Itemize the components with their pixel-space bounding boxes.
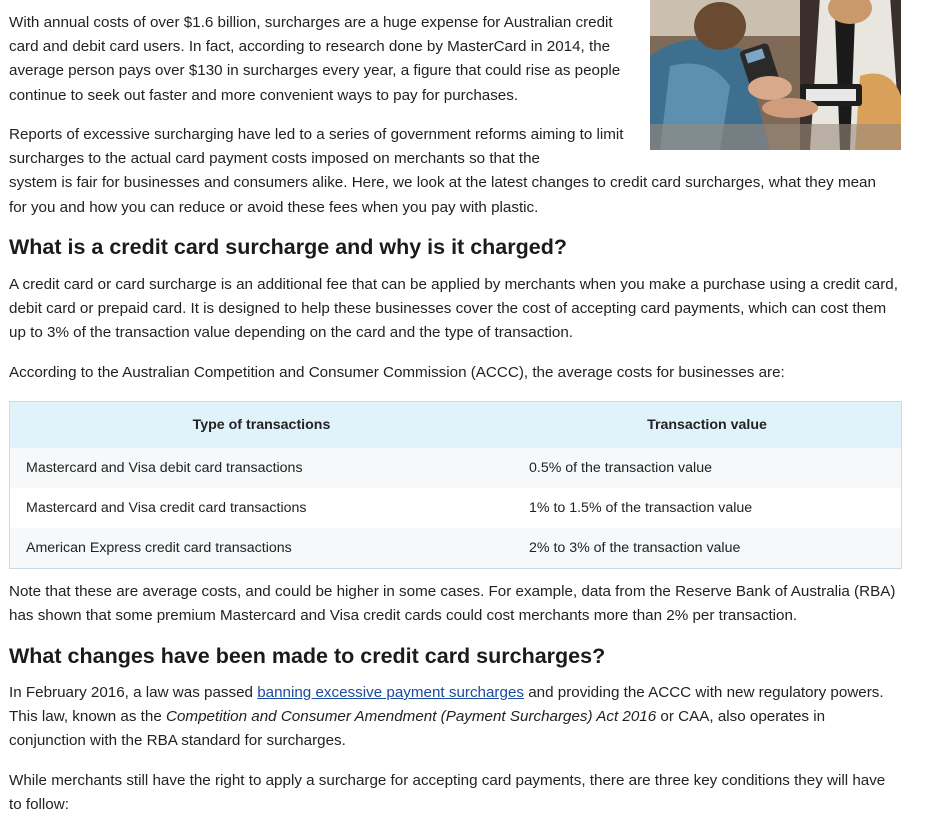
table-cell-type: Mastercard and Visa debit card transactions bbox=[10, 448, 514, 488]
intro-paragraph-2-start: Reports of excessive surcharging have led to a series of government reforms aiming to limit surcharges to the actual card payment costs imposed on merchants so that the bbox=[9, 126, 624, 168]
table-cell-value: 0.5% of the transaction value bbox=[513, 448, 902, 488]
table-cell-type: American Express credit card transactions bbox=[10, 528, 514, 569]
section-heading-surcharge: What is a credit card surcharge and why is it charged? bbox=[9, 235, 567, 259]
table-header-value: Transaction value bbox=[513, 402, 902, 449]
table-cell-value: 1% to 1.5% of the transaction value bbox=[513, 488, 902, 528]
intro-paragraph-2 bbox=[9, 123, 889, 220]
law-changes-paragraph bbox=[9, 681, 899, 754]
act-title: Competition and Consumer Amendment (Payment Surcharges) Act 2016 bbox=[166, 708, 657, 726]
law-text-mid: and providing the ACCC with new regulatory powers. This law, known as the bbox=[9, 684, 884, 726]
surcharge-definition-paragraph: A credit card or card surcharge is an additional fee that can be applied by merchants when you make a purchase using a credit card, debit card or prepaid card. It is designed to help these businesses cover the cost of accepting card payments, which can cost them up to 3% of the transaction value depending on the card and the type of transaction. bbox=[9, 276, 898, 342]
intro-paragraph-2-end: system is fair for businesses and consumers alike. Here, we look at the latest changes to credit card surcharges, what they mean for you and how you can reduce or avoid these fees when you pay with plastic. bbox=[9, 174, 876, 216]
law-text-before: In February 2016, a law was passed bbox=[9, 684, 258, 701]
accc-costs-paragraph: According to the Australian Competition and Consumer Commission (ACCC), the average costs for businesses are: bbox=[9, 364, 785, 381]
intro-paragraph-1: With annual costs of over $1.6 billion, surcharges are a huge expense for Australian credit card and debit card users. In fact, according to research done by MasterCard in 2014, the average person pays over $130 in surcharges every year, a figure that could rise as people continue to seek out faster and more convenient ways to pay for purchases. bbox=[9, 14, 621, 104]
transaction-costs-table bbox=[9, 401, 902, 569]
table-cell-value: 2% to 3% of the transaction value bbox=[513, 528, 902, 569]
table-header-type: Type of transactions bbox=[10, 402, 514, 449]
table-cell-type: Mastercard and Visa credit card transactions bbox=[10, 488, 514, 528]
table-row bbox=[10, 528, 902, 569]
banning-surcharges-link[interactable]: banning excessive payment surcharges bbox=[257, 684, 524, 701]
table-row bbox=[10, 448, 902, 488]
average-costs-note: Note that these are average costs, and could be higher in some cases. For example, data from the Reserve Bank of Australia (RBA) has shown that some premium Mastercard and Visa credit cards could cost merchants more than 2% per transaction. bbox=[9, 583, 896, 625]
table-header-row bbox=[10, 402, 902, 449]
law-text-after: or CAA, also operates in conjunction with the RBA standard for surcharges. bbox=[9, 708, 826, 750]
table-row bbox=[10, 488, 902, 528]
section-heading-changes: What changes have been made to credit card surcharges? bbox=[9, 644, 606, 668]
merchant-conditions-paragraph: While merchants still have the right to apply a surcharge for accepting card payments, there are three key conditions they will have to follow: bbox=[9, 772, 886, 814]
